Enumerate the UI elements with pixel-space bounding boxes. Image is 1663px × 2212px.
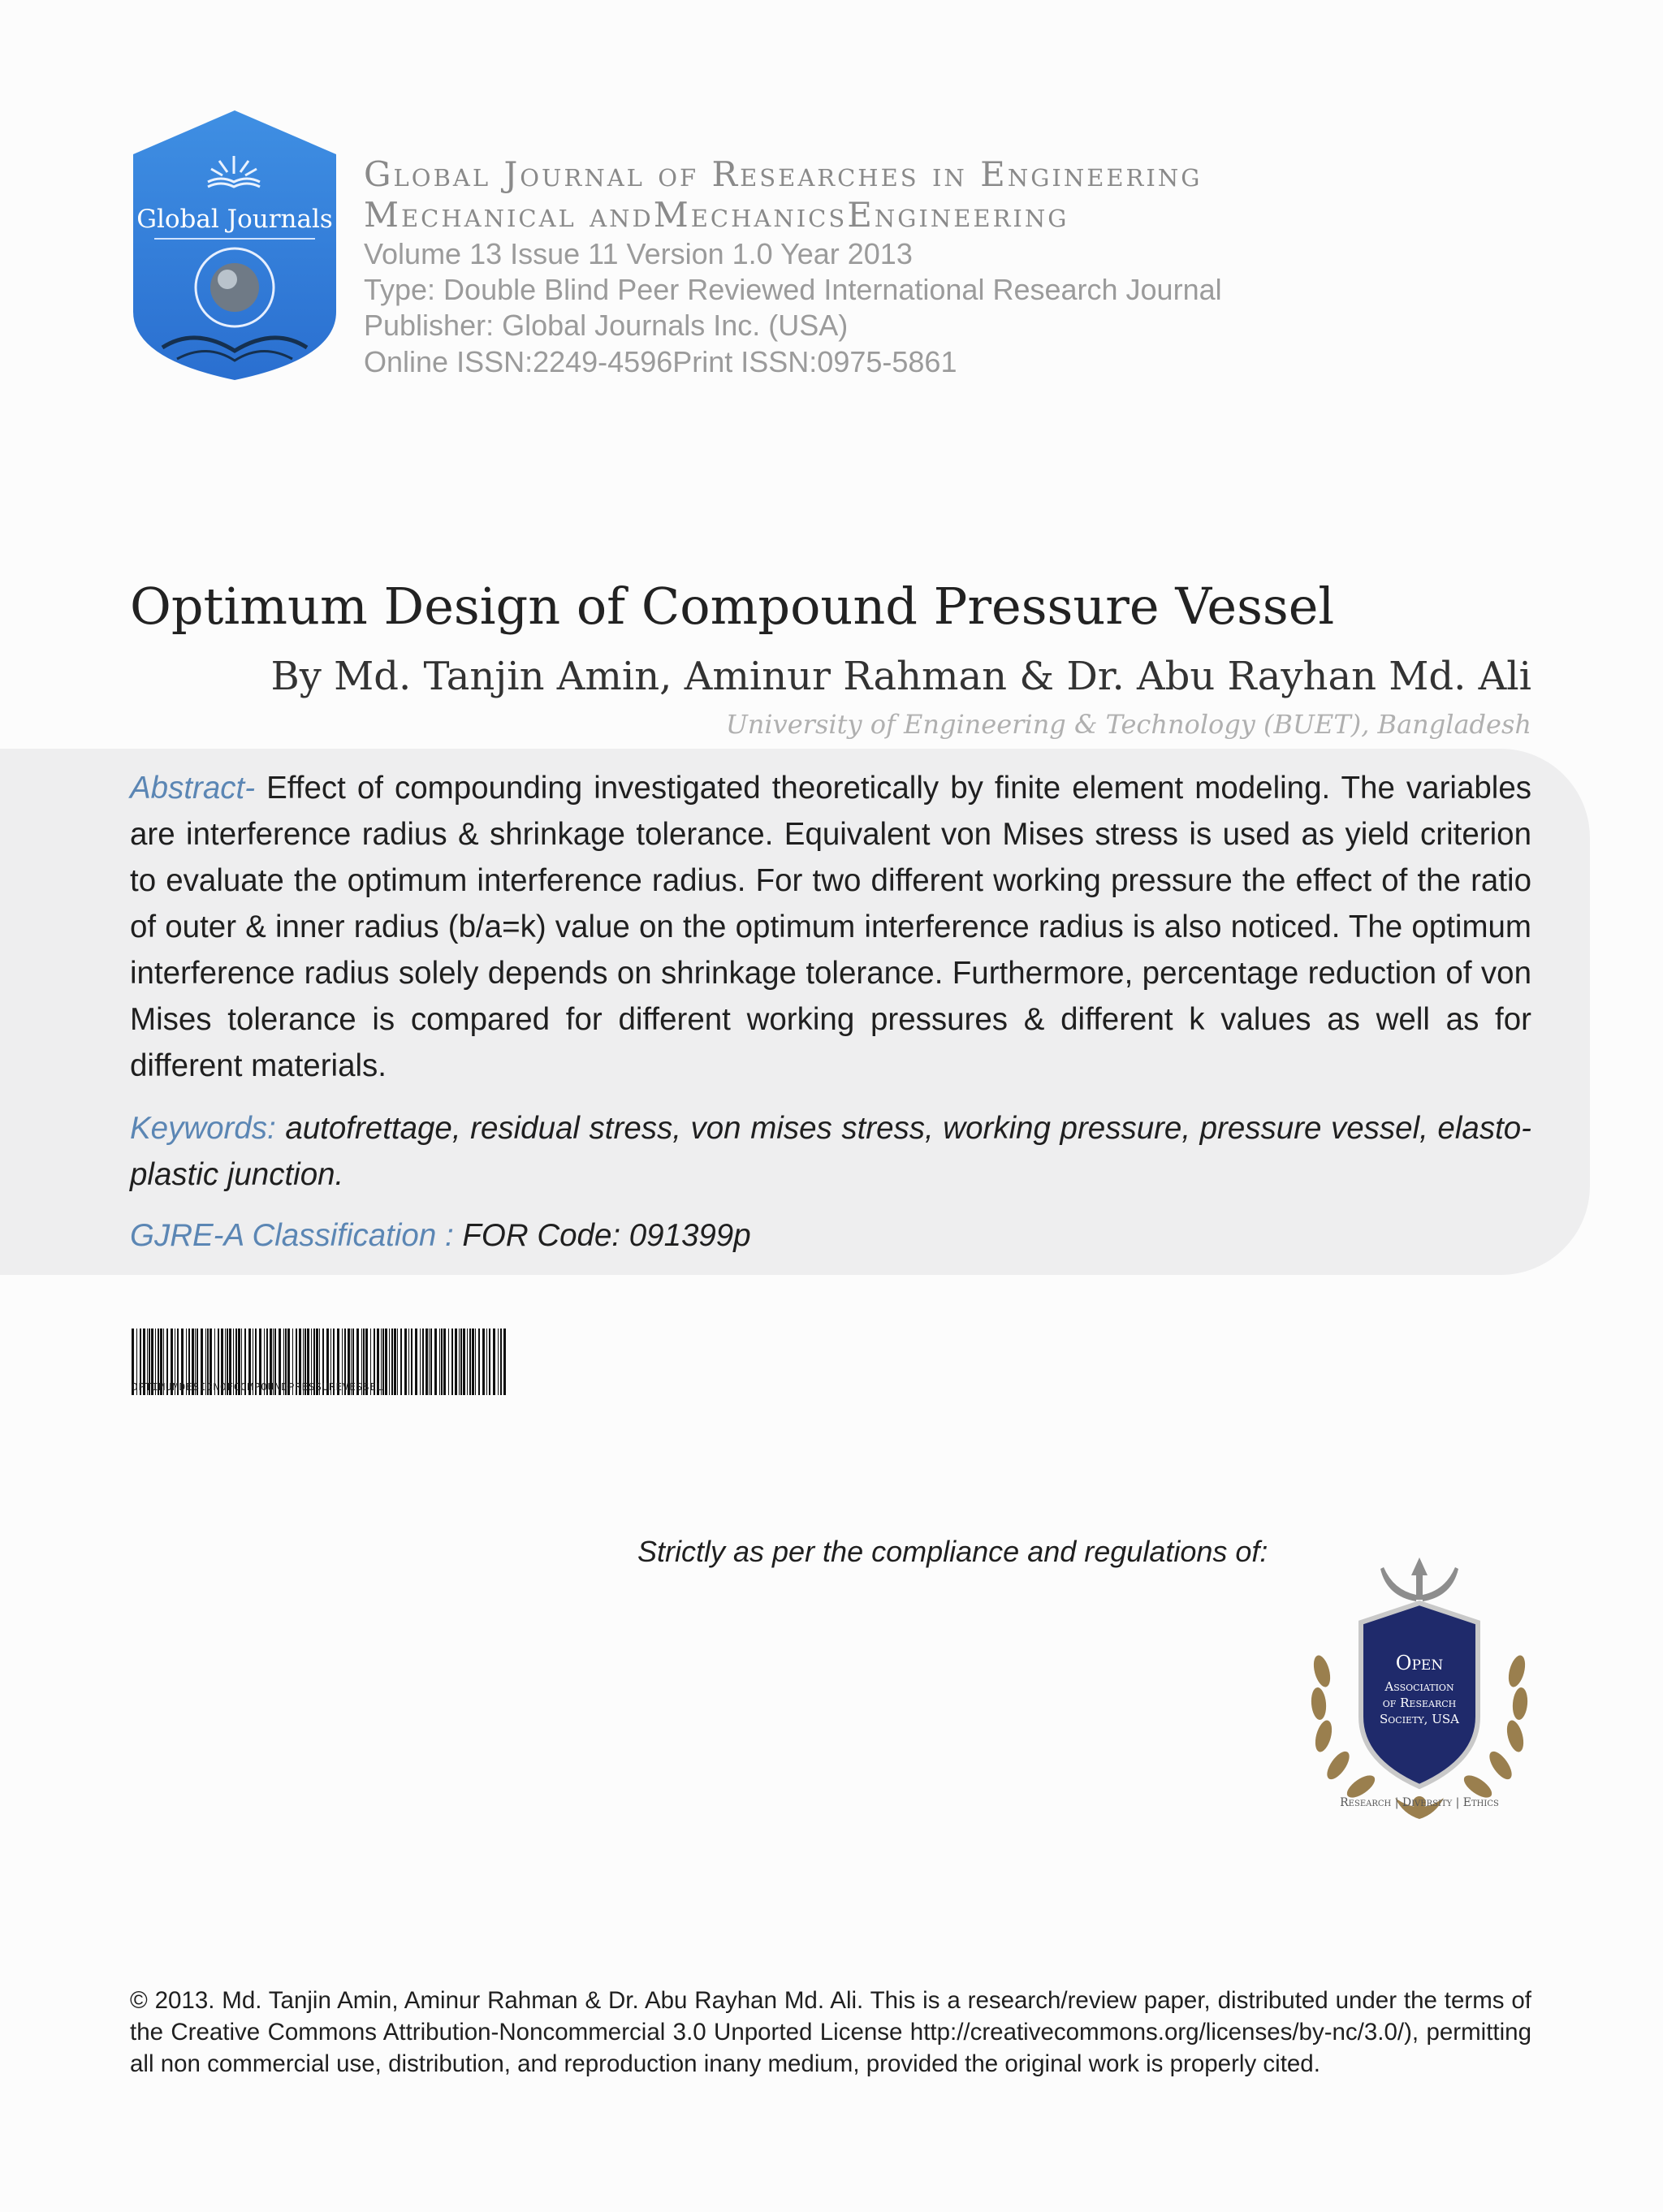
abstract-text: Effect of compounding investigated theoretically by finite element modeling. The variables are interference radius & shrinkage tolerance. Equivalent von Mises stress is used as yield criterion to evaluate the optimum interference radius. For two different working pressure the effect of the ratio of outer & inner radius (b/a=k) value on the optimum interference radius is also noticed. The optimum interference radius solely depends on shrinkage tolerance. Furthermore, percentage reduction of von Mises tolerance is compared for different working pressures & different k values as well as for different materials. [130, 771, 1531, 1083]
seal-line-2: Association [1384, 1679, 1454, 1694]
compliance-text: Strictly as per the compliance and regulations of: [637, 1535, 1268, 1568]
paper-title: Optimum Design of Compound Pressure Vessel [130, 577, 1335, 636]
abstract [130, 765, 1531, 1089]
seal-line-3: of Research [1382, 1696, 1457, 1710]
journal-subtitle: Mechanical andMechanicsEngineering [364, 195, 1069, 235]
trident-icon [1380, 1557, 1458, 1601]
keywords [130, 1105, 1531, 1198]
open-association-seal [1306, 1557, 1533, 1834]
seal-line-4: Society, USA [1380, 1712, 1459, 1726]
journal-volume: Volume 13 Issue 11 Version 1.0 Year 2013 [364, 237, 913, 270]
journal-type: Type: Double Blind Peer Reviewed International Research Journal [364, 273, 1222, 306]
classification-text: FOR Code: 091399p [453, 1218, 751, 1253]
keywords-text: autofrettage, residual stress, von mises stress, working pressure, pressure vessel, elasto-plastic junction. [130, 1111, 1531, 1192]
paper-affiliation: University of Engineering & Technology (BUET), Bangladesh [725, 709, 1531, 740]
abstract-label: Abstract- [130, 771, 256, 806]
barcode-text: OPTIMUMDESIGNOFCOMPOUNDPRESSUREVESSEL [132, 1380, 384, 1393]
seal-line-1: Open [1395, 1652, 1444, 1674]
classification [130, 1212, 1531, 1259]
journal-publisher: Publisher: Global Journals Inc. (USA) [364, 309, 849, 342]
logo-text: Global Journals [136, 205, 333, 234]
global-journals-logo [130, 107, 339, 383]
seal-footer: Research | Diversity | Ethics [1340, 1796, 1499, 1809]
journal-title: Global Journal of Researches in Engineering [364, 154, 1203, 194]
paper-authors: By Md. Tanjin Amin, Aminur Rahman & Dr. Abu Rayhan Md. Ali [270, 654, 1531, 699]
keywords-label: Keywords: [130, 1111, 276, 1146]
copyright-notice: © 2013. Md. Tanjin Amin, Aminur Rahman & Dr. Abu Rayhan Md. Ali. This is a research/review paper, distributed under the terms of the Creative Commons Attribution-Noncommercial 3.0 Unported License http://creativecommons.org/licenses/by-nc/3.0/), permitting all non commercial use, distribution, and reproduction inany medium, provided the original work is properly cited. [130, 1987, 1531, 2077]
journal-issn: Online ISSN:2249-4596Print ISSN:0975-5861 [364, 345, 957, 378]
classification-label: GJRE-A Classification : [130, 1218, 454, 1253]
